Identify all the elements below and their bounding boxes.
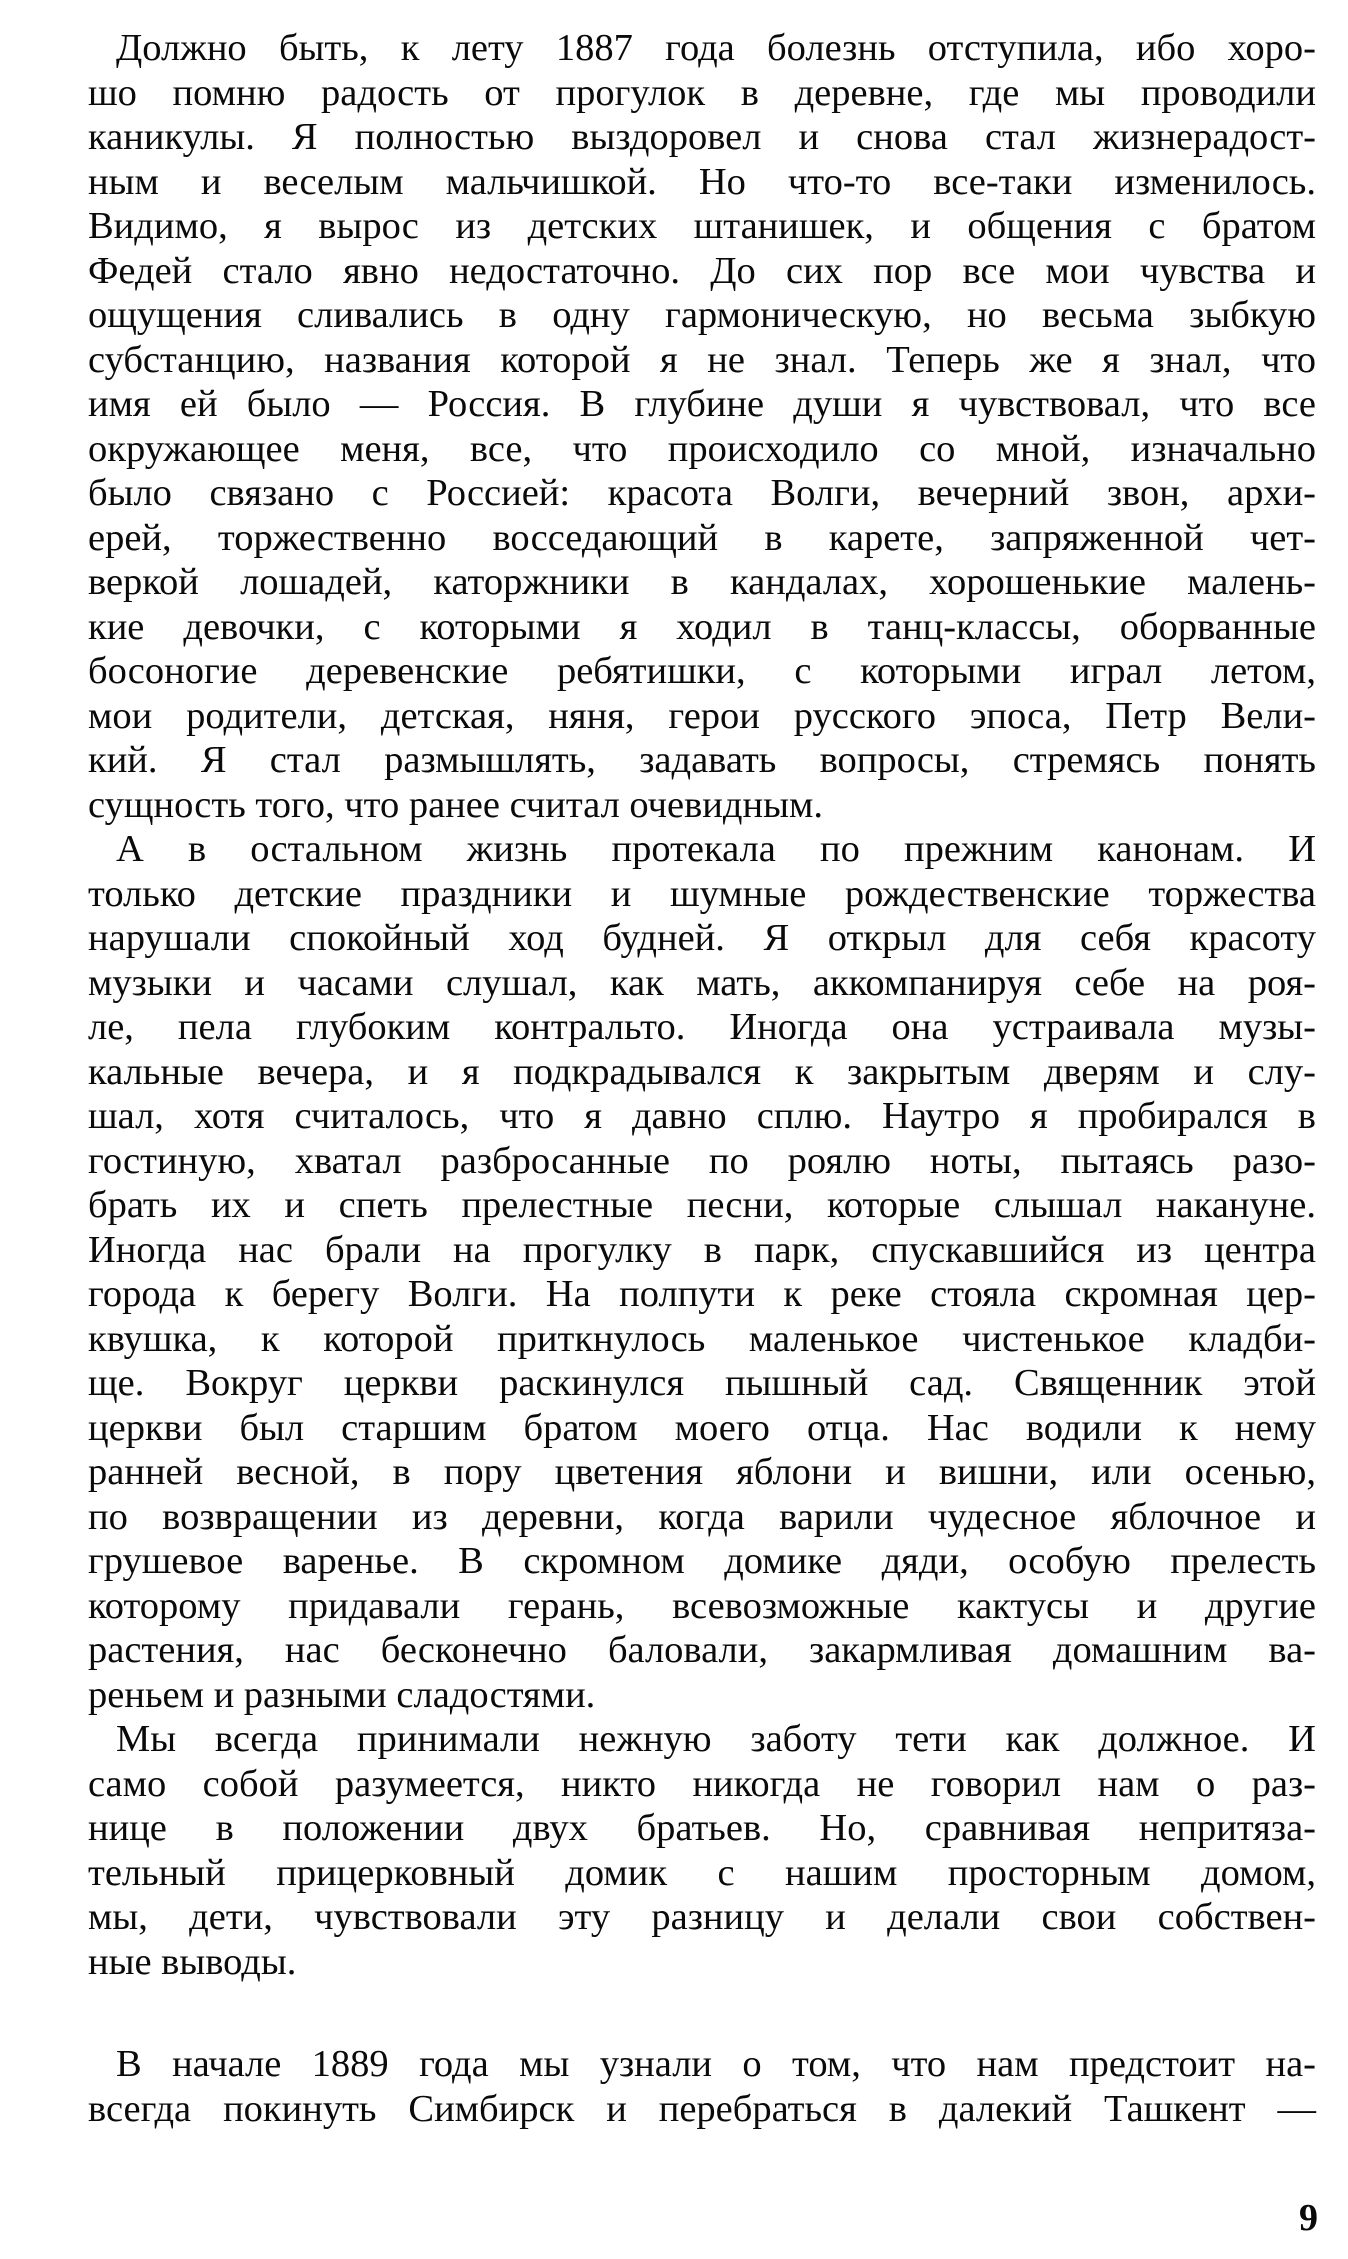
section-2-text: [88, 2042, 1316, 2131]
text-line: ле, пела глубоким контральто. Иногда она устраивала музы-: [88, 1006, 1316, 1048]
text-line: реньем и разными сладостями.: [88, 1673, 596, 1716]
text-line: ощущения сливались в одну гармоническую, но весьма зыбкую: [88, 294, 1316, 336]
text-line: ерей, торжественно восседающий в карете, запряженной чет-: [88, 516, 1316, 559]
text-line: которому придавали герань, всевозможные кактусы и другие: [88, 1584, 1316, 1627]
text-line: гостиную, хватал разбросанные по роялю ноты, пытаясь разо-: [88, 1139, 1316, 1182]
page-number: 9: [1299, 2197, 1318, 2239]
text-line: кий. Я стал размышлять, задавать вопросы, стремясь понять: [88, 739, 1316, 781]
text-line: кие девочки, с которыми я ходил в танц-классы, оборванные: [88, 605, 1316, 648]
text-line: шо помню радость от прогулок в деревне, где мы проводили: [88, 71, 1316, 114]
text-line: А в остальном жизнь протекала по прежним канонам. И: [116, 828, 1316, 870]
text-line: Федей стало явно недостаточно. До сих пор все мои чувства и: [88, 249, 1316, 292]
text-line: само собой разумеется, никто никогда не говорил нам о раз-: [88, 1762, 1316, 1805]
text-line: ще. Вокруг церкви раскинулся пышный сад. Священник этой: [88, 1362, 1316, 1404]
section-1-text: [88, 26, 1316, 1984]
text-line: брать их и спеть прелестные песни, которые слышал накануне.: [88, 1184, 1316, 1226]
text-line: тельный прицерковный домик с нашим просторным домом,: [88, 1851, 1316, 1894]
text-line: нице в положении двух братьев. Но, сравнивая непритяза-: [88, 1807, 1316, 1849]
text-line: музыки и часами слушал, как мать, аккомпанируя себе на роя-: [88, 961, 1316, 1004]
text-line: сущность того, что ранее считал очевидным.: [88, 783, 823, 826]
text-line: мои родители, детская, няня, герои русского эпоса, Петр Вели-: [88, 694, 1316, 737]
text-line: Иногда нас брали на прогулку в парк, спускавшийся из центра: [88, 1228, 1316, 1271]
text-line: нарушали спокойный ход будней. Я открыл для себя красоту: [88, 917, 1316, 959]
text-line: растения, нас бесконечно баловали, закармливая домашним ва-: [88, 1629, 1316, 1671]
text-line: ные выводы.: [88, 1940, 297, 1983]
text-line: только детские праздники и шумные рождественские торжества: [88, 872, 1316, 915]
text-line: босоногие деревенские ребятишки, с которыми играл летом,: [88, 650, 1316, 692]
text-line: кальные вечера, и я подкрадывался к закрытым дверям и слу-: [88, 1050, 1316, 1093]
text-line: веркой лошадей, каторжники в кандалах, хорошенькие малень-: [88, 561, 1316, 603]
text-line: В начале 1889 года мы узнали о том, что нам предстоит на-: [116, 2043, 1316, 2085]
text-line: было связано с Россией: красота Волги, вечерний звон, архи-: [88, 472, 1316, 514]
text-line: города к берегу Волги. На полпути к реке стояла скромная цер-: [88, 1273, 1316, 1315]
text-line: имя ей было — Россия. В глубине души я чувствовал, что все: [88, 383, 1316, 425]
text-line: Видимо, я вырос из детских штанишек, и общения с братом: [88, 205, 1316, 247]
text-line: субстанцию, названия которой я не знал. Теперь же я знал, что: [88, 338, 1316, 381]
text-line: грушевое варенье. В скромном домике дяди, особую прелесть: [88, 1540, 1316, 1582]
text-line: Должно быть, к лету 1887 года болезнь отступила, ибо хоро-: [116, 27, 1316, 69]
text-line: мы, дети, чувствовали эту разницу и делали свои собствен-: [88, 1896, 1316, 1938]
text-line: шал, хотя считалось, что я давно сплю. Наутро я пробирался в: [88, 1095, 1316, 1137]
text-line: каникулы. Я полностью выздоровел и снова стал жизнерадост-: [88, 116, 1316, 158]
text-line: ным и веселым мальчишкой. Но что-то все-таки изменилось.: [88, 160, 1316, 203]
text-line: ранней весной, в пору цветения яблони и вишни, или осенью,: [88, 1451, 1316, 1493]
text-line: квушка, к которой приткнулось маленькое чистенькое кладби-: [88, 1317, 1316, 1360]
text-line: окружающее меня, все, что происходило со мной, изначально: [88, 427, 1316, 470]
text-line: церкви был старшим братом моего отца. Нас водили к нему: [88, 1406, 1316, 1449]
text-line: всегда покинуть Симбирск и перебраться в далекий Ташкент —: [88, 2087, 1316, 2130]
text-line: по возвращении из деревни, когда варили чудесное яблочное и: [88, 1495, 1316, 1538]
text-line: Мы всегда принимали нежную заботу тети как должное. И: [116, 1718, 1316, 1760]
